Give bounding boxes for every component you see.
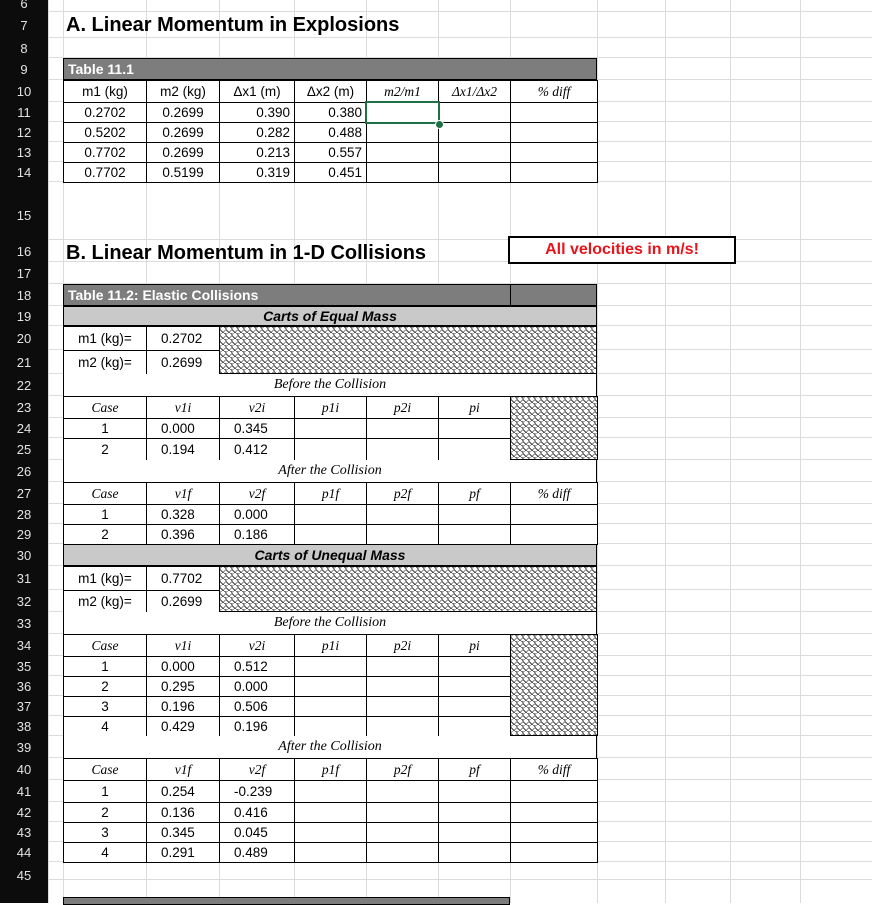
table-11-1-header: Δx2 (m) xyxy=(294,80,367,103)
table-11-1-cell[interactable] xyxy=(366,142,439,163)
collision-header: pf xyxy=(438,482,511,505)
collision-header: p1f xyxy=(294,482,367,505)
collision-header: p1i xyxy=(294,396,367,419)
row-number[interactable]: 23 xyxy=(16,400,32,415)
collision-header: p2i xyxy=(366,396,439,419)
row-number[interactable]: 7 xyxy=(20,18,28,33)
collision-header: pf xyxy=(438,758,511,781)
collision-cell[interactable] xyxy=(438,524,511,545)
table-11-1-cell[interactable]: 0.380 xyxy=(294,102,367,123)
row-number[interactable]: 11 xyxy=(17,105,31,120)
collision-cell[interactable]: 0.489 xyxy=(219,842,295,863)
mass-value[interactable]: 0.2699 xyxy=(146,590,220,613)
table-11-1-cell[interactable]: 0.390 xyxy=(219,102,295,123)
collision-cell[interactable]: 0.345 xyxy=(219,418,295,439)
row-number[interactable]: 44 xyxy=(16,845,32,860)
collision-header: Case xyxy=(63,396,147,419)
collision-cell[interactable]: 2 xyxy=(63,438,147,461)
collision-cell[interactable] xyxy=(366,676,439,697)
hatched-column xyxy=(510,634,598,736)
collision-cell[interactable]: 0.512 xyxy=(219,656,295,677)
table-11-1-cell[interactable]: 0.7702 xyxy=(63,142,147,163)
collision-cell[interactable] xyxy=(438,676,511,697)
collision-header: v2f xyxy=(219,482,295,505)
collision-cell[interactable]: 0.136 xyxy=(146,802,220,823)
collision-cell[interactable] xyxy=(366,822,439,843)
collision-cell[interactable] xyxy=(438,716,511,737)
active-cell-selection[interactable] xyxy=(365,101,440,124)
row-number[interactable]: 41 xyxy=(16,784,32,799)
collision-header: v2i xyxy=(219,396,295,419)
table-11-1-cell[interactable] xyxy=(438,142,511,163)
collision-cell[interactable]: 2 xyxy=(63,676,147,697)
collision-cell[interactable] xyxy=(294,676,367,697)
row-number[interactable]: 38 xyxy=(16,719,32,734)
collision-cell[interactable]: 4 xyxy=(63,842,147,863)
hatched-area xyxy=(219,566,597,612)
row-number[interactable]: 21 xyxy=(16,355,32,370)
collision-header: p2i xyxy=(366,634,439,657)
collision-cell[interactable]: 0.412 xyxy=(219,438,295,461)
collision-cell[interactable]: 2 xyxy=(63,524,147,545)
collision-cell[interactable] xyxy=(294,696,367,717)
table-11-1-cell[interactable]: 0.2702 xyxy=(63,102,147,123)
collision-label: Before the Collision xyxy=(63,612,597,634)
table-11-1-cell[interactable] xyxy=(438,102,511,123)
collision-header: v2i xyxy=(219,634,295,657)
table-11-1-cell[interactable] xyxy=(438,122,511,143)
collision-cell[interactable] xyxy=(510,504,598,525)
row-number[interactable]: 35 xyxy=(16,659,32,674)
mass-label: m2 (kg)= xyxy=(63,590,147,613)
collision-cell[interactable]: 0.345 xyxy=(146,822,220,843)
table-11-1-cell[interactable]: 0.7702 xyxy=(63,162,147,183)
row-number[interactable]: 17 xyxy=(16,266,32,281)
collision-cell[interactable]: 0.000 xyxy=(219,676,295,697)
collision-cell[interactable] xyxy=(438,504,511,525)
collision-header: pi xyxy=(438,396,511,419)
collision-cell[interactable]: -0.239 xyxy=(219,780,295,803)
mass-value[interactable]: 0.2702 xyxy=(146,326,220,351)
collision-cell[interactable] xyxy=(438,418,511,439)
row-number[interactable]: 20 xyxy=(16,331,32,346)
collision-header: p1i xyxy=(294,634,367,657)
mass-band: Carts of Equal Mass xyxy=(63,306,597,326)
table-11-1-cell[interactable] xyxy=(510,142,598,163)
row-number[interactable]: 16 xyxy=(16,244,32,259)
row-number[interactable]: 19 xyxy=(16,309,32,324)
collision-cell[interactable]: 1 xyxy=(63,504,147,525)
grid-col-line xyxy=(800,0,801,903)
row-number[interactable]: 26 xyxy=(16,464,32,479)
collision-header: v2f xyxy=(219,758,295,781)
row-number[interactable]: 6 xyxy=(20,0,28,11)
collision-header: pi xyxy=(438,634,511,657)
collision-header: Case xyxy=(63,634,147,657)
velocity-note: All velocities in m/s! xyxy=(508,236,736,264)
collision-cell[interactable] xyxy=(366,716,439,737)
table-11-1-header: % diff xyxy=(510,80,598,103)
collision-cell[interactable] xyxy=(510,802,598,823)
row-header-bar xyxy=(0,0,48,903)
row-number[interactable]: 22 xyxy=(16,378,32,393)
collision-cell[interactable] xyxy=(366,696,439,717)
table-11-1-cell[interactable]: 0.5202 xyxy=(63,122,147,143)
collision-cell[interactable] xyxy=(294,656,367,677)
collision-cell[interactable] xyxy=(510,822,598,843)
collision-cell[interactable] xyxy=(510,524,598,545)
collision-cell[interactable]: 0.328 xyxy=(146,504,220,525)
row-number[interactable]: 28 xyxy=(16,507,32,522)
row-number[interactable]: 10 xyxy=(16,84,32,99)
collision-cell[interactable] xyxy=(438,802,511,823)
collision-header: v1i xyxy=(146,634,220,657)
hatched-area xyxy=(219,326,597,374)
collision-cell[interactable] xyxy=(366,802,439,823)
collision-cell[interactable] xyxy=(438,696,511,717)
collision-cell[interactable] xyxy=(294,418,367,439)
row-number[interactable]: 33 xyxy=(16,616,32,631)
collision-cell[interactable]: 0.196 xyxy=(146,696,220,717)
collision-header: v1f xyxy=(146,758,220,781)
table-11-2-title-end xyxy=(510,284,597,306)
collision-cell[interactable] xyxy=(294,716,367,737)
collision-header: p2f xyxy=(366,758,439,781)
mass-value[interactable]: 0.2699 xyxy=(146,350,220,375)
collision-cell[interactable]: 0.254 xyxy=(146,780,220,803)
table-11-1-header: m1 (kg) xyxy=(63,80,147,103)
collision-header: Case xyxy=(63,758,147,781)
collision-cell[interactable]: 0.000 xyxy=(146,418,220,439)
table-11-1-cell[interactable]: 0.2699 xyxy=(146,122,220,143)
mass-label: m1 (kg)= xyxy=(63,566,147,591)
collision-cell[interactable] xyxy=(438,842,511,863)
table-11-1-cell[interactable]: 0.451 xyxy=(294,162,367,183)
table-11-1-cell[interactable]: 0.282 xyxy=(219,122,295,143)
collision-cell[interactable]: 1 xyxy=(63,656,147,677)
grid-col-line xyxy=(665,0,666,903)
collision-cell[interactable]: 4 xyxy=(63,716,147,737)
collision-cell[interactable] xyxy=(366,656,439,677)
table-11-1-title: Table 11.1 xyxy=(63,58,597,80)
table-11-1-cell[interactable] xyxy=(510,162,598,183)
collision-cell[interactable]: 0.045 xyxy=(219,822,295,843)
collision-cell[interactable] xyxy=(294,524,367,545)
hatched-column xyxy=(510,396,598,460)
collision-cell[interactable] xyxy=(438,656,511,677)
row-number[interactable]: 24 xyxy=(16,421,32,436)
collision-cell[interactable]: 1 xyxy=(63,780,147,803)
table-11-1-header: Δx1/Δx2 xyxy=(438,80,511,103)
row-number[interactable]: 25 xyxy=(16,442,32,457)
table-11-1-header: m2/m1 xyxy=(366,80,439,103)
collision-cell[interactable]: 0.000 xyxy=(219,504,295,525)
collision-cell[interactable] xyxy=(294,780,367,803)
table-11-1-cell[interactable] xyxy=(366,162,439,183)
row-number[interactable]: 14 xyxy=(16,165,32,180)
row-number[interactable]: 32 xyxy=(16,594,32,609)
collision-cell[interactable]: 0.000 xyxy=(146,656,220,677)
row-number[interactable]: 27 xyxy=(16,486,32,501)
collision-cell[interactable] xyxy=(294,822,367,843)
collision-cell[interactable]: 1 xyxy=(63,418,147,439)
row-number[interactable]: 45 xyxy=(16,868,32,883)
grid-col-line xyxy=(730,0,731,903)
row-number[interactable]: 37 xyxy=(16,699,32,714)
grid-row-line xyxy=(48,11,872,12)
table-11-1-cell[interactable] xyxy=(510,122,598,143)
row-number[interactable]: 42 xyxy=(16,805,32,820)
table-11-1-header: Δx1 (m) xyxy=(219,80,295,103)
collision-cell[interactable]: 3 xyxy=(63,696,147,717)
collision-cell[interactable]: 0.416 xyxy=(219,802,295,823)
fill-handle[interactable] xyxy=(435,120,444,129)
table-11-1-header: m2 (kg) xyxy=(146,80,220,103)
collision-cell[interactable]: 3 xyxy=(63,822,147,843)
row-number[interactable]: 34 xyxy=(16,638,32,653)
row-number[interactable]: 15 xyxy=(16,208,32,223)
mass-band: Carts of Unequal Mass xyxy=(63,544,597,566)
collision-cell[interactable]: 0.196 xyxy=(219,716,295,737)
row-number[interactable]: 9 xyxy=(20,62,28,77)
collision-cell[interactable] xyxy=(366,842,439,863)
row-number[interactable]: 30 xyxy=(16,548,32,563)
row-number[interactable]: 29 xyxy=(16,527,32,542)
row-number[interactable]: 43 xyxy=(16,825,32,840)
section-a-title: A. Linear Momentum in Explosions xyxy=(66,14,400,36)
collision-header: p2f xyxy=(366,482,439,505)
collision-label: After the Collision xyxy=(63,460,597,482)
collision-cell[interactable]: 0.291 xyxy=(146,842,220,863)
collision-cell[interactable]: 0.194 xyxy=(146,438,220,461)
collision-header: v1f xyxy=(146,482,220,505)
collision-cell[interactable] xyxy=(366,504,439,525)
grid-col-line xyxy=(48,0,49,903)
mass-value[interactable]: 0.7702 xyxy=(146,566,220,591)
row-number[interactable]: 39 xyxy=(16,740,32,755)
grid-row-line xyxy=(48,37,872,38)
collision-cell[interactable]: 2 xyxy=(63,802,147,823)
collision-cell[interactable] xyxy=(366,438,439,461)
collision-cell[interactable]: 0.295 xyxy=(146,676,220,697)
collision-cell[interactable] xyxy=(294,438,367,461)
row-number[interactable]: 18 xyxy=(16,288,32,303)
collision-cell[interactable] xyxy=(510,780,598,803)
collision-cell[interactable] xyxy=(438,822,511,843)
table-11-1-cell[interactable]: 0.2699 xyxy=(146,102,220,123)
collision-cell[interactable] xyxy=(366,780,439,803)
collision-cell[interactable]: 0.429 xyxy=(146,716,220,737)
row-number[interactable]: 40 xyxy=(16,762,32,777)
collision-cell[interactable] xyxy=(294,842,367,863)
collision-cell[interactable] xyxy=(438,438,511,461)
collision-cell[interactable] xyxy=(510,842,598,863)
collision-label: Before the Collision xyxy=(63,374,597,396)
table-11-1-cell[interactable] xyxy=(438,162,511,183)
collision-cell[interactable] xyxy=(294,504,367,525)
table-11-1-cell[interactable]: 0.213 xyxy=(219,142,295,163)
row-number[interactable]: 31 xyxy=(16,571,32,586)
collision-header: Case xyxy=(63,482,147,505)
table-11-1-cell[interactable]: 0.557 xyxy=(294,142,367,163)
row-number[interactable]: 13 xyxy=(16,145,32,160)
collision-cell[interactable] xyxy=(294,802,367,823)
collision-cell[interactable] xyxy=(366,418,439,439)
collision-header: % diff xyxy=(510,758,598,781)
row-number[interactable]: 36 xyxy=(16,679,32,694)
collision-header: p1f xyxy=(294,758,367,781)
table-11-1-cell[interactable] xyxy=(366,122,439,143)
collision-header: v1i xyxy=(146,396,220,419)
collision-cell[interactable] xyxy=(438,780,511,803)
table-11-2-title: Table 11.2: Elastic Collisions xyxy=(63,284,597,306)
table-11-1-cell[interactable]: 0.488 xyxy=(294,122,367,143)
grid-row-line xyxy=(48,879,872,880)
table-11-1-cell[interactable]: 0.5199 xyxy=(146,162,220,183)
table-11-1-cell[interactable]: 0.319 xyxy=(219,162,295,183)
collision-cell[interactable]: 0.186 xyxy=(219,524,295,545)
table-11-1-cell[interactable] xyxy=(510,102,598,123)
grid-row-line xyxy=(48,239,872,240)
row-number[interactable]: 12 xyxy=(16,125,32,140)
row-number[interactable]: 8 xyxy=(20,41,28,56)
mass-label: m1 (kg)= xyxy=(63,326,147,351)
table-11-1-cell[interactable]: 0.2699 xyxy=(146,142,220,163)
next-table-title-edge xyxy=(63,897,510,905)
mass-label: m2 (kg)= xyxy=(63,350,147,375)
collision-cell[interactable]: 0.506 xyxy=(219,696,295,717)
collision-header: % diff xyxy=(510,482,598,505)
collision-label: After the Collision xyxy=(63,736,597,758)
collision-cell[interactable]: 0.396 xyxy=(146,524,220,545)
section-b-title: B. Linear Momentum in 1-D Collisions xyxy=(66,242,427,264)
collision-cell[interactable] xyxy=(366,524,439,545)
